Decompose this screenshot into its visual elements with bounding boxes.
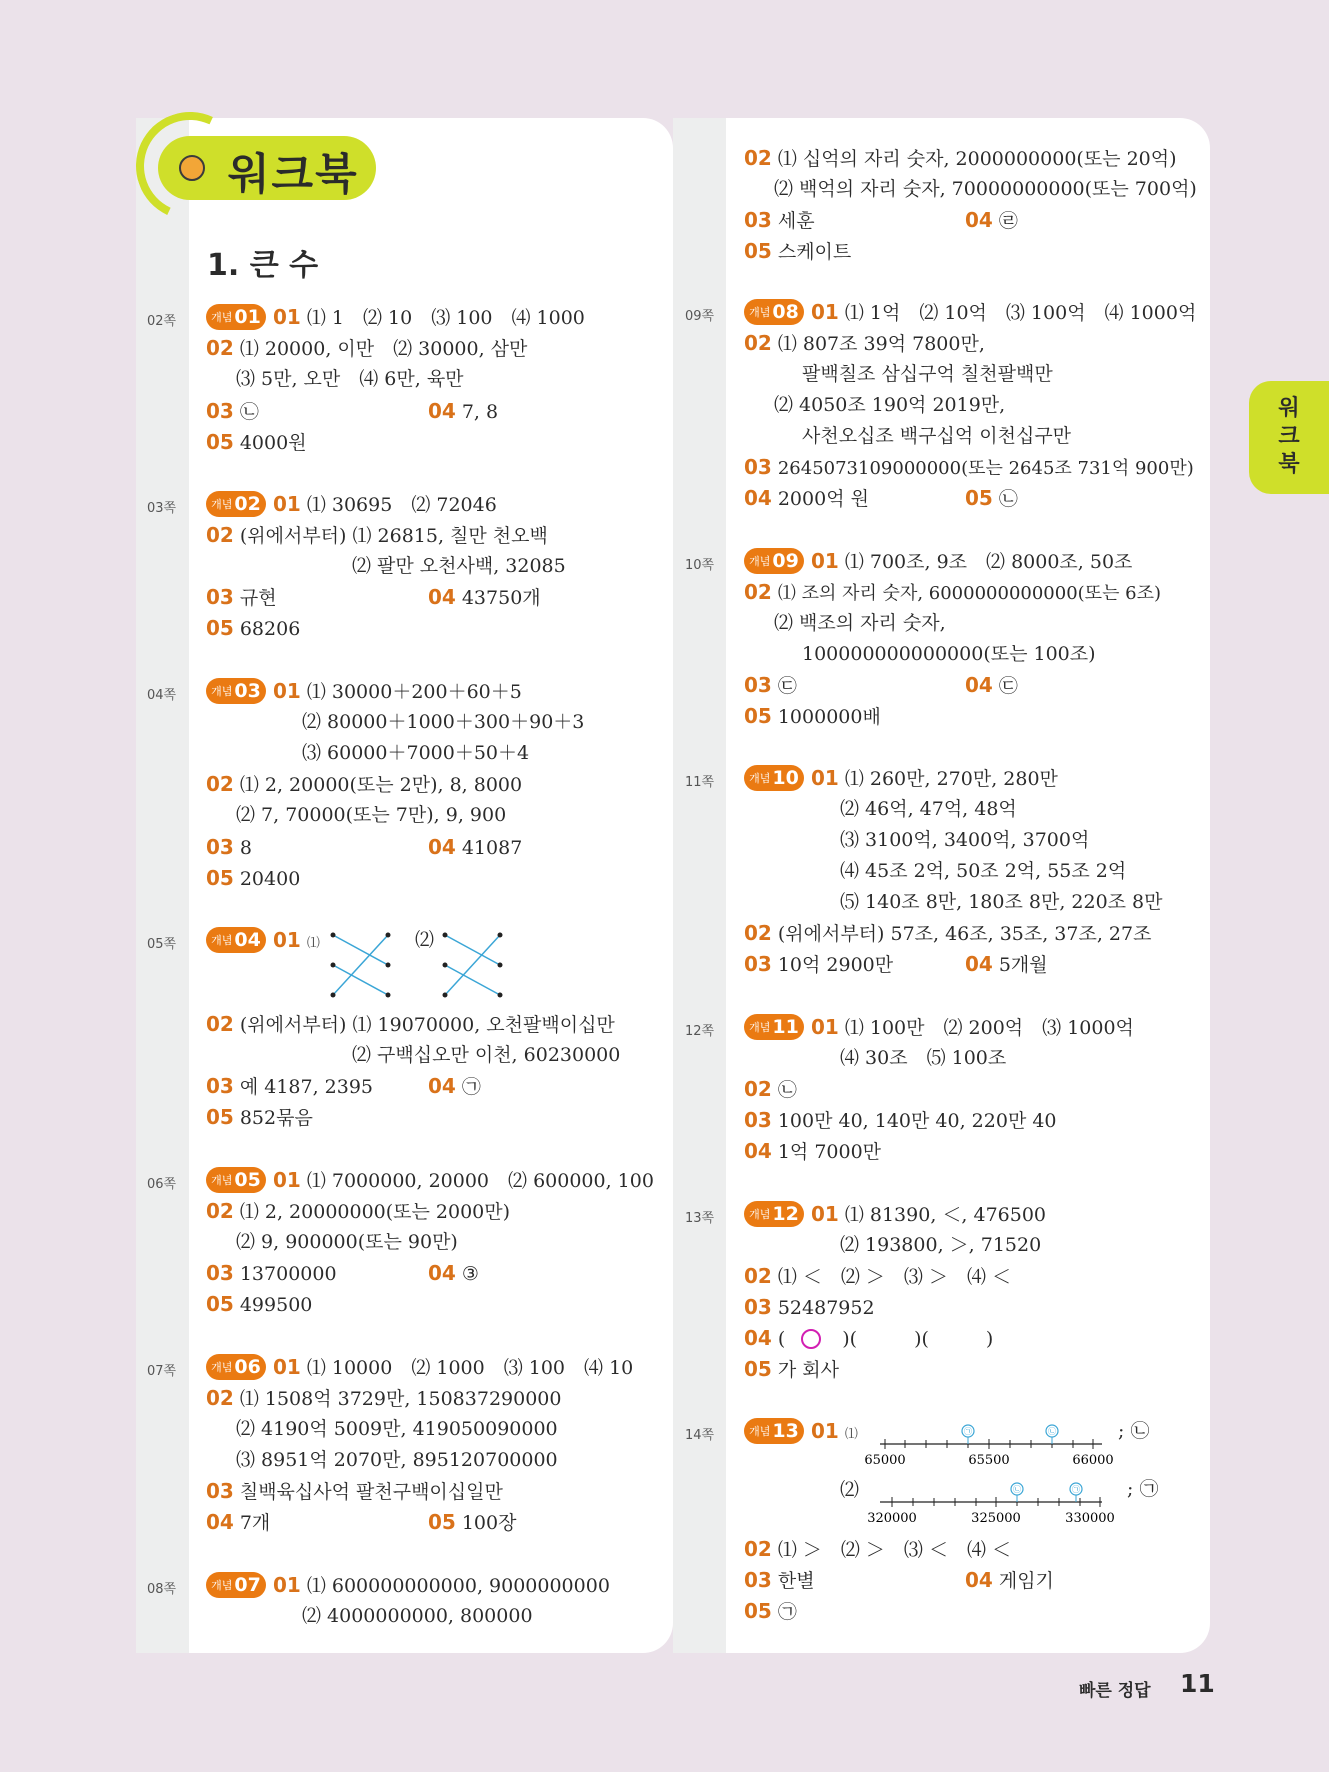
page-ref: 09쪽 — [685, 309, 715, 324]
svg-text:65500: 65500 — [968, 1453, 1010, 1468]
workbook-badge — [136, 112, 392, 222]
svg-text:66000: 66000 — [1072, 1453, 1114, 1468]
page-number: 11 — [1180, 1669, 1215, 1698]
answer-line: 04 43750개 — [428, 585, 541, 609]
answer-line: ⑵ 193800, ＞, 71520 — [840, 1234, 1042, 1256]
answer-line: 03 8 — [206, 835, 252, 859]
footer-label: 빠른 정답 — [1079, 1681, 1151, 1701]
answer-line: ; ㉡ — [1118, 1420, 1150, 1442]
side-tab-workbook[interactable] — [1249, 381, 1329, 494]
answer-line: ⑶ 3100억, 3400억, 3700억 — [840, 829, 1090, 851]
page-ref: 04쪽 — [147, 688, 177, 703]
answer-line: 04 7개 — [206, 1510, 271, 1534]
answer-line: 01 ⑴ 30000＋200＋60＋5 — [273, 679, 522, 703]
answer-line: 01 ⑴ 1억 ⑵ 10억 ⑶ 100억 ⑷ 1000억 — [811, 300, 1197, 324]
answer-line: ⑵ 4000000000, 800000 — [302, 1605, 533, 1627]
answer-line: 02 ⑴ 2, 20000(또는 2만), 8, 8000 — [206, 772, 523, 796]
concept-badge: 개념 12 — [744, 1201, 804, 1227]
answer-line: 02 ⑴ 807조 39억 7800만, — [744, 331, 985, 355]
page-ref: 14쪽 — [685, 1428, 715, 1443]
page-ref: 03쪽 — [147, 501, 177, 516]
concept-badge: 개념 05 — [206, 1167, 266, 1193]
concept-badge: 개념 08 — [744, 299, 804, 325]
answer-line: 01 ⑴ 1 ⑵ 10 ⑶ 100 ⑷ 1000 — [273, 305, 585, 329]
svg-text:320000: 320000 — [867, 1511, 917, 1526]
answer-line: ⑵ — [415, 929, 435, 951]
answer-line: 01 ⑴ 7000000, 20000 ⑵ 600000, 100 — [273, 1168, 654, 1192]
answer-line: 03 한별 — [744, 1568, 815, 1592]
concept-badge: 개념 10 — [744, 765, 804, 791]
concept-badge: 개념 11 — [744, 1014, 804, 1040]
answer-line: ; ㉠ — [1127, 1478, 1159, 1500]
answer-line: ⑷ 45조 2억, 50조 2억, 55조 2억 — [840, 860, 1127, 882]
answer-line: 05 499500 — [206, 1292, 313, 1316]
answer-line: 03 ㉡ — [206, 399, 259, 423]
unit-title: 1. 큰 수 — [207, 248, 319, 283]
answer-line: 사천오십조 백구십억 이천십구만 — [802, 425, 1072, 447]
answer-line: ⑵ 4050조 190억 2019만, — [774, 394, 1006, 416]
answer-line: 02 ⑴ ＜ ⑵ ＞ ⑶ ＞ ⑷ ＜ — [744, 1264, 1012, 1288]
concept-badge: 개념 13 — [744, 1418, 804, 1444]
page-ref: 13쪽 — [685, 1211, 715, 1226]
page-ref: 08쪽 — [147, 1582, 177, 1597]
answer-line: 05 ㉠ — [744, 1599, 797, 1623]
answer-line: 05 ㉡ — [965, 486, 1018, 510]
answer-line: ⑶ 8951억 2070만, 895120700000 — [236, 1449, 558, 1471]
answer-line: ⑵ 백억의 자리 숫자, 70000000000(또는 700억) — [774, 178, 1197, 200]
page-ref: 11쪽 — [685, 775, 715, 790]
answer-line: 05 1000000배 — [744, 704, 881, 728]
answer-line: 01 ⑴ — [811, 1419, 858, 1443]
answer-line: 02 ⑴ ＞ ⑵ ＞ ⑶ ＜ ⑷ ＜ — [744, 1537, 1012, 1561]
page-ref: 12쪽 — [685, 1024, 715, 1039]
answer-line: 05 4000원 — [206, 430, 307, 454]
ball-icon — [179, 155, 205, 181]
answer-line: 02 ⑴ 2, 20000000(또는 2000만) — [206, 1199, 511, 1223]
svg-text:㉡: ㉡ — [1048, 1427, 1056, 1436]
answer-line: ⑸ 140조 8만, 180조 8만, 220조 8만 — [840, 891, 1163, 913]
answer-line: 02 ⑴ 십억의 자리 숫자, 2000000000(또는 20억) — [744, 146, 1177, 170]
answer-line: ⑵ — [840, 1479, 860, 1501]
answer-line: 04 2000억 원 — [744, 486, 869, 510]
answer-line: 04 ( )( )( ) — [744, 1326, 994, 1350]
page-ref: 07쪽 — [147, 1364, 177, 1379]
svg-text:325000: 325000 — [971, 1511, 1021, 1526]
answer-line: 02 ㉡ — [744, 1077, 797, 1101]
answer-line: 05 20400 — [206, 866, 301, 890]
answer-line: 02 (위에서부터) ⑴ 19070000, 오천팔백이십만 — [206, 1012, 615, 1036]
concept-badge: 개념 02 — [206, 491, 266, 517]
answer-line: 02 (위에서부터) ⑴ 26815, 칠만 천오백 — [206, 523, 548, 547]
answer-line: 04 ㉢ — [965, 673, 1018, 697]
answer-line: 100000000000000(또는 100조) — [802, 643, 1096, 665]
answer-line: 04 ㉠ — [428, 1074, 481, 1098]
answer-line: ⑶ 60000＋7000＋50＋4 — [302, 742, 530, 764]
answer-line: 04 ③ — [428, 1261, 479, 1285]
answer-line: 02 ⑴ 1508억 3729만, 150837290000 — [206, 1386, 562, 1410]
svg-text:㉠: ㉠ — [964, 1427, 972, 1436]
answer-line: ⑶ 5만, 오만 ⑷ 6만, 육만 — [236, 368, 464, 390]
answer-line: ⑵ 80000＋1000＋300＋90＋3 — [302, 711, 585, 733]
number-line-2 — [867, 1478, 1115, 1528]
answer-line: 팔백칠조 삼십구억 칠천팔백만 — [802, 363, 1053, 385]
answer-line: ⑵ 백조의 자리 숫자, — [774, 612, 946, 634]
answer-line: 01 ⑴ 10000 ⑵ 1000 ⑶ 100 ⑷ 10 — [273, 1355, 634, 1379]
answer-line: 02 ⑴ 조의 자리 숫자, 6000000000000(또는 6조) — [744, 580, 1162, 604]
matching-diagram-1 — [328, 930, 398, 1000]
answer-line: ⑵ 구백십오만 이천, 60230000 — [352, 1044, 621, 1066]
concept-badge: 개념 01 — [206, 304, 266, 330]
circle-mark-icon — [801, 1329, 821, 1349]
svg-text:㉡: ㉡ — [1013, 1485, 1021, 1494]
number-line-1 — [864, 1420, 1114, 1470]
answer-line: 01 ⑴ 30695 ⑵ 72046 — [273, 492, 497, 516]
answer-line: ⑵ 9, 900000(또는 90만) — [236, 1231, 458, 1253]
answer-line: 05 68206 — [206, 616, 301, 640]
answer-line: 01 ⑴ 260만, 270만, 280만 — [811, 766, 1058, 790]
answer-line: 03 52487952 — [744, 1295, 875, 1319]
concept-badge: 개념 06 — [206, 1354, 266, 1380]
answer-line: 01 ⑴ 100만 ⑵ 200억 ⑶ 1000억 — [811, 1015, 1134, 1039]
answer-line: ⑵ 4190억 5009만, 419050090000 — [236, 1418, 558, 1440]
answer-line: ⑵ 46억, 47억, 48억 — [840, 798, 1017, 820]
answer-line: 04 게임기 — [965, 1568, 1054, 1592]
concept-badge: 개념 09 — [744, 548, 804, 574]
answer-line: 05 100장 — [428, 1510, 517, 1534]
answer-line: 05 스케이트 — [744, 239, 852, 263]
concept-badge: 개념 03 — [206, 678, 266, 704]
side-tab-label: 워크북 — [1278, 396, 1300, 477]
svg-text:330000: 330000 — [1065, 1511, 1115, 1526]
svg-text:㉠: ㉠ — [1072, 1485, 1080, 1494]
answer-line: 03 10억 2900만 — [744, 952, 894, 976]
answer-line: 03 예 4187, 2395 — [206, 1074, 374, 1098]
page-ref: 02쪽 — [147, 314, 177, 329]
answer-line: 04 ㉣ — [965, 208, 1018, 232]
answer-line: 05 가 회사 — [744, 1357, 839, 1381]
svg-text:65000: 65000 — [864, 1453, 906, 1468]
answer-line: 02 ⑴ 20000, 이만 ⑵ 30000, 삼만 — [206, 336, 528, 360]
answer-line: ⑵ 팔만 오천사백, 32085 — [352, 555, 566, 577]
answer-line: 01 ⑴ — [273, 928, 320, 952]
answer-line: 03 세훈 — [744, 208, 815, 232]
answer-line: 03 2645073109000000(또는 2645조 731억 900만) — [744, 455, 1194, 479]
answer-line: 04 1억 7000만 — [744, 1139, 882, 1163]
matching-diagram-2 — [440, 930, 510, 1000]
answer-line: 03 칠백육십사억 팔천구백이십일만 — [206, 1479, 503, 1503]
answer-line: 03 100만 40, 140만 40, 220만 40 — [744, 1108, 1057, 1132]
answer-line: ⑵ 7, 70000(또는 7만), 9, 900 — [236, 804, 507, 826]
page-ref: 10쪽 — [685, 558, 715, 573]
page-ref: 06쪽 — [147, 1177, 177, 1192]
answer-line: ⑷ 30조 ⑸ 100조 — [840, 1047, 1007, 1069]
answer-line: 03 규현 — [206, 585, 277, 609]
answer-line: 01 ⑴ 700조, 9조 ⑵ 8000조, 50조 — [811, 549, 1133, 573]
workbook-title: 워크북 — [228, 150, 359, 200]
answer-line: 01 ⑴ 81390, ＜, 476500 — [811, 1202, 1047, 1226]
concept-badge: 개념 04 — [206, 927, 266, 953]
answer-line: 03 13700000 — [206, 1261, 337, 1285]
concept-badge: 개념 07 — [206, 1572, 266, 1598]
page-ref: 05쪽 — [147, 937, 177, 952]
answer-line: 05 852묶음 — [206, 1105, 313, 1129]
answer-line: 01 ⑴ 600000000000, 9000000000 — [273, 1573, 610, 1597]
answer-line: 04 7, 8 — [428, 399, 499, 423]
answer-line: 03 ㉢ — [744, 673, 797, 697]
answer-line: 04 41087 — [428, 835, 523, 859]
answer-line: 02 (위에서부터) 57조, 46조, 35조, 37조, 27조 — [744, 921, 1152, 945]
answer-line: 04 5개월 — [965, 952, 1048, 976]
